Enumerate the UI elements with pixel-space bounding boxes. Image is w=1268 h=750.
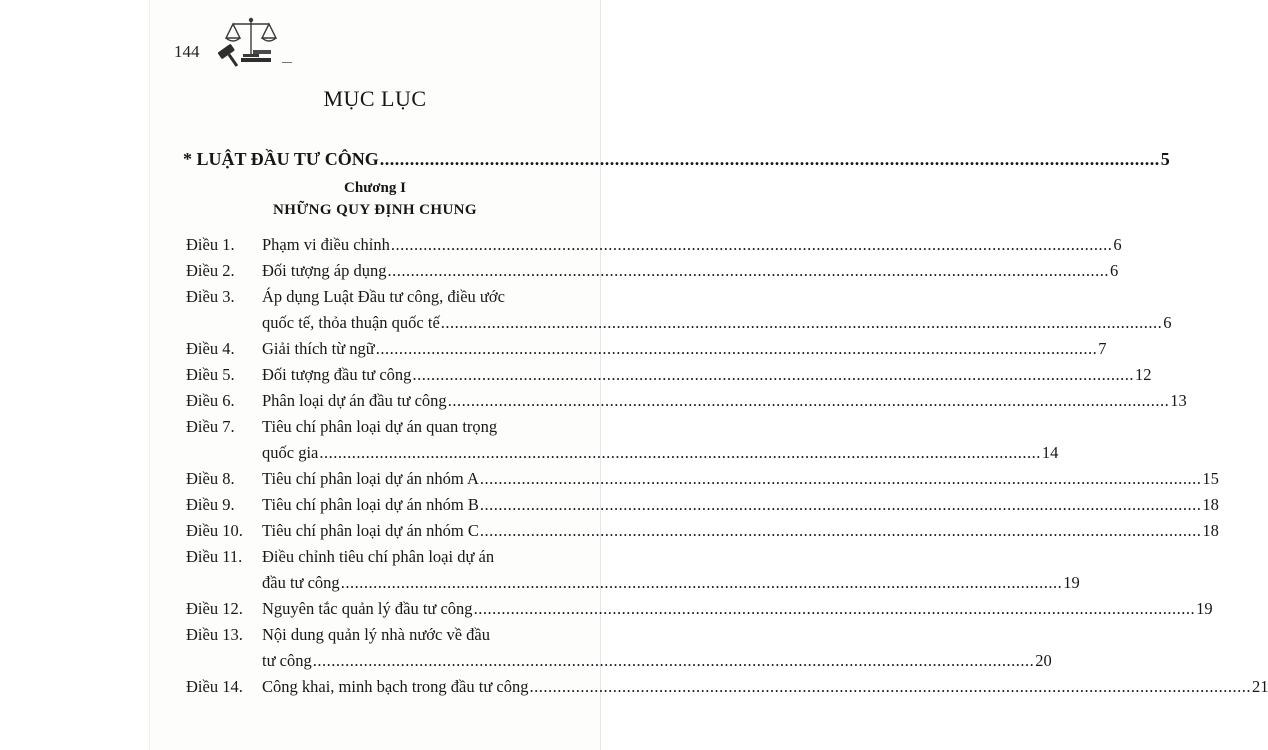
chapter-number: Chương I xyxy=(344,180,406,196)
chapter-name: NHỮNG QUY ĐỊNH CHUNG xyxy=(273,202,477,218)
toc-article-entry[interactable] xyxy=(186,674,1268,700)
dot-leader xyxy=(341,570,1063,596)
dot-leader xyxy=(313,648,1035,674)
article-page: 20 xyxy=(1035,651,1052,670)
toc-article-entry[interactable] xyxy=(186,492,1219,518)
article-page: 15 xyxy=(1202,469,1219,488)
toc-article-entry[interactable] xyxy=(186,414,1059,466)
article-label: Điều 2. xyxy=(186,261,235,280)
toc-law-page: 5 xyxy=(1160,149,1170,169)
scales-of-justice-gavel-icon xyxy=(215,14,287,66)
dot-leader xyxy=(480,518,1202,544)
toc-article-entry[interactable] xyxy=(186,518,1219,544)
article-label: Điều 6. xyxy=(186,391,235,410)
article-title-line: Công khai, minh bạch trong đầu tư công xyxy=(262,677,529,696)
toc-article-entry[interactable] xyxy=(186,284,1172,336)
article-title-line: Điều chỉnh tiêu chí phân loại dự án xyxy=(262,547,495,566)
page-number: 144 xyxy=(174,42,200,61)
article-page: 13 xyxy=(1170,391,1187,410)
dot-leader xyxy=(391,232,1113,258)
article-page: 6 xyxy=(1109,261,1119,280)
article-label: Điều 1. xyxy=(186,235,235,254)
toc-title: MỤC LỤC xyxy=(323,86,427,111)
article-page: 6 xyxy=(1113,235,1122,254)
toc-article-entry[interactable] xyxy=(186,232,1122,258)
article-title-line: Áp dụng Luật Đầu tư công, điều ước xyxy=(262,287,505,306)
toc-article-entry[interactable] xyxy=(186,258,1119,284)
article-label: Điều 12. xyxy=(186,599,243,618)
toc-article-entry[interactable] xyxy=(186,544,1080,596)
toc-article-entry[interactable] xyxy=(186,596,1213,622)
article-page: 18 xyxy=(1202,495,1219,514)
article-page: 19 xyxy=(1063,573,1080,592)
article-label: Điều 3. xyxy=(186,287,235,306)
article-page: 21 xyxy=(1251,677,1268,696)
article-title-line: đầu tư công xyxy=(262,573,340,592)
article-label: Điều 9. xyxy=(186,495,235,514)
dot-leader xyxy=(380,149,1160,170)
toc-article-entry[interactable] xyxy=(186,466,1219,492)
article-label: Điều 8. xyxy=(186,469,235,488)
article-title-line: Đối tượng áp dụng xyxy=(262,261,387,280)
article-label: Điều 13. xyxy=(186,625,243,644)
toc-law-entry[interactable] xyxy=(183,144,1170,170)
toc-article-entry[interactable] xyxy=(186,622,1052,674)
article-page: 14 xyxy=(1041,443,1059,462)
article-title-line: Tiêu chí phân loại dự án nhóm C xyxy=(262,521,479,540)
article-title-line: Tiêu chí phân loại dự án nhóm B xyxy=(262,495,479,514)
article-page: 18 xyxy=(1202,521,1219,540)
toc-article-list xyxy=(186,232,1268,700)
article-label: Điều 7. xyxy=(186,417,235,436)
article-title-line: tư công xyxy=(262,651,312,670)
article-title-line: Phân loại dự án đầu tư công xyxy=(262,391,447,410)
dot-leader xyxy=(448,388,1170,414)
dot-leader xyxy=(480,466,1202,492)
toc-article-entry[interactable] xyxy=(186,362,1152,388)
toc-article-entry[interactable] xyxy=(186,388,1187,414)
article-title-line: Nguyên tắc quản lý đầu tư công xyxy=(262,599,473,618)
article-page: 19 xyxy=(1196,599,1213,618)
article-title-line: Nội dung quản lý nhà nước về đầu xyxy=(262,625,490,644)
dot-leader xyxy=(387,258,1109,284)
dot-leader xyxy=(441,310,1163,336)
dot-leader xyxy=(319,440,1041,466)
article-title-line: Đối tượng đầu tư công xyxy=(262,365,412,384)
article-title-line: quốc tế, thỏa thuận quốc tế xyxy=(262,313,440,332)
article-page: 12 xyxy=(1134,365,1152,384)
article-page: 6 xyxy=(1163,313,1172,332)
article-title-line: Tiêu chí phân loại dự án nhóm A xyxy=(262,469,479,488)
article-title-line: Tiêu chí phân loại dự án quan trọng xyxy=(262,417,498,436)
article-page: 7 xyxy=(1098,339,1107,358)
dot-leader xyxy=(376,336,1098,362)
article-label: Điều 14. xyxy=(186,677,243,696)
header-rule xyxy=(282,62,292,63)
dot-leader xyxy=(412,362,1134,388)
article-title-line: quốc gia xyxy=(262,443,319,462)
article-label: Điều 11. xyxy=(186,547,243,566)
article-label: Điều 10. xyxy=(186,521,243,540)
article-title-line: Giải thích từ ngữ xyxy=(262,339,375,358)
dot-leader xyxy=(529,674,1251,700)
article-label: Điều 5. xyxy=(186,365,235,384)
article-title-line: Phạm vi điều chỉnh xyxy=(262,235,390,254)
dot-leader xyxy=(480,492,1202,518)
toc-article-entry[interactable] xyxy=(186,336,1107,362)
toc-law-label: * LUẬT ĐẦU TƯ CÔNG xyxy=(183,149,379,169)
dot-leader xyxy=(474,596,1196,622)
article-label: Điều 4. xyxy=(186,339,235,358)
